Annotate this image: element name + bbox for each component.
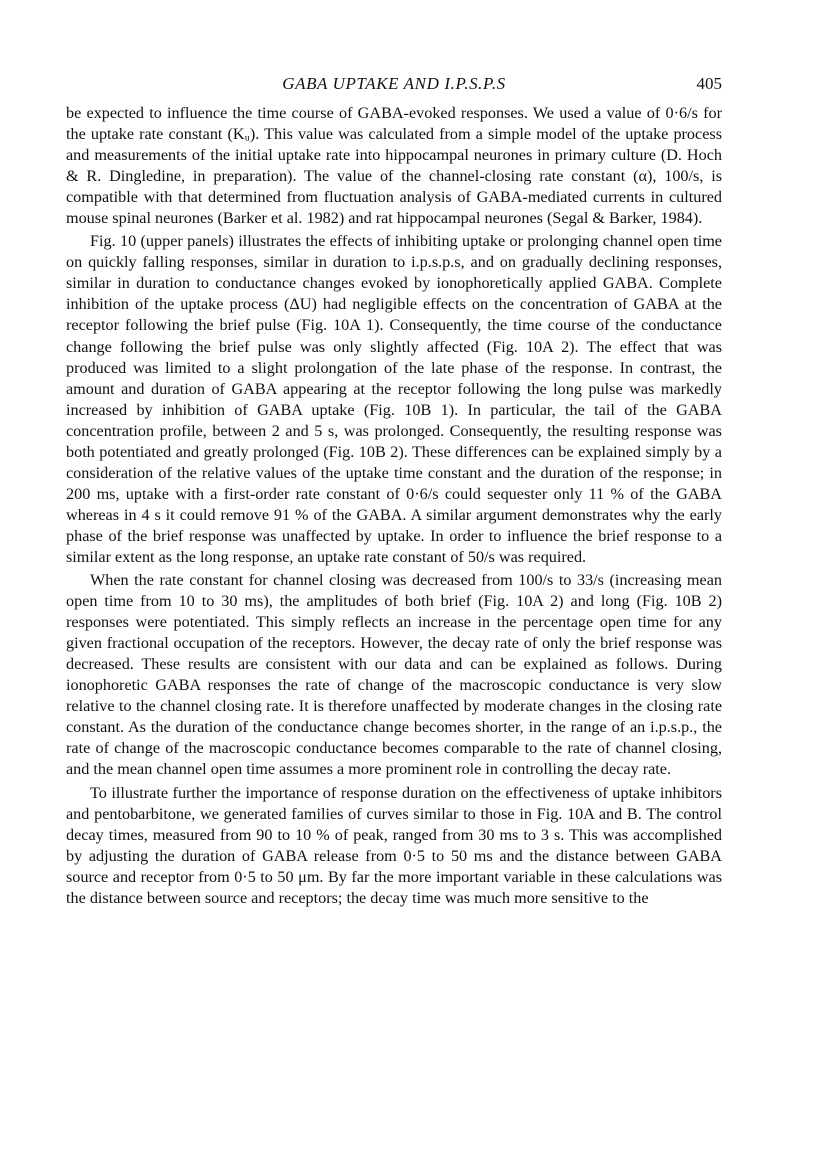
paragraph-1: be expected to influence the time course of GABA-evoked responses. We used a value of 0·6/s for the uptake rate constant (Kᵤ). This value was calculated from a simple model of the uptake process and measurements of the initial uptake rate into hippocampal neurones in primary culture (D. Hoch & R. Dingledine, in preparation). The value of the channel-closing rate constant (α), 100/s, is compatible with that determined from fluctuation analysis of GABA-mediated currents in cultured mouse spinal neurones (Barker et al. 1982) and rat hippocampal neurones (Segal & Barker, 1984). <box>66 104 722 228</box>
running-head <box>66 74 722 98</box>
body-text <box>66 103 722 909</box>
paragraph-2: Fig. 10 (upper panels) illustrates the effects of inhibiting uptake or prolonging channel open time on quickly falling responses, similar in duration to i.p.s.p.s, and on gradually declining responses, similar in duration to conductance changes evoked by ionophoretically applied GABA. Complete inhibition of the uptake process (ΔU) had negligible effects on the concentration of GABA at the receptor following the brief pulse (Fig. 10A 1). Consequently, the time course of the conductance change following the brief pulse was only slightly affected (Fig. 10A 2). The effect that was produced was limited to a slight prolongation of the late phase of the response. In contrast, the amount and duration of GABA appearing at the receptor following the long pulse was markedly increased by inhibition of GABA uptake (Fig. 10B 1). In particular, the tail of the GABA concentration profile, between 2 and 5 s, was prolonged. Consequently, the resulting response was both potentiated and greatly prolonged (Fig. 10B 2). These differences can be explained simply by a consideration of the relative values of the uptake time constant and the duration of the response; in 200 ms, uptake with a first-order rate constant of 0·6/s could sequester only 11 % of the GABA whereas in 4 s it could remove 91 % of the GABA. A similar argument demonstrates why the early phase of the brief response was unaffected by uptake. In order to influence the brief response to a similar extent as the long response, an uptake rate constant of 50/s was required. <box>66 232 722 566</box>
paragraph-4: To illustrate further the importance of response duration on the effectiveness of uptake inhibitors and pentobarbitone, we generated families of curves similar to those in Fig. 10A and B. The control decay times, measured from 90 to 10 % of peak, ranged from 30 ms to 3 s. This was accomplished by adjusting the duration of GABA release from 0·5 to 50 ms and the distance between GABA source and receptor from 0·5 to 50 μm. By far the more important variable in these calculations was the distance between source and receptors; the decay time was much more sensitive to the <box>66 783 722 907</box>
running-title: GABA UPTAKE AND I.P.S.P.S <box>282 74 506 93</box>
paragraph-3: When the rate constant for channel closing was decreased from 100/s to 33/s (increasing mean open time from 10 to 30 ms), the amplitudes of both brief (Fig. 10A 2) and long (Fig. 10B 2) responses were potentiated. This simply reflects an increase in the percentage open time for any given fractional occupation of the receptors. However, the decay rate of only the brief response was decreased. These results are consistent with our data and can be explained as follows. During ionophoretic GABA responses the rate of change of the macroscopic conductance is very slow relative to the channel closing rate. It is therefore unaffected by moderate changes in the closing rate constant. As the duration of the conductance change becomes shorter, in the range of an i.p.s.p., the rate of change of the macroscopic conductance becomes comparable to the rate of channel closing, and the mean channel open time assumes a more prominent role in controlling the decay rate. <box>66 571 722 779</box>
page-number: 405 <box>696 74 722 93</box>
